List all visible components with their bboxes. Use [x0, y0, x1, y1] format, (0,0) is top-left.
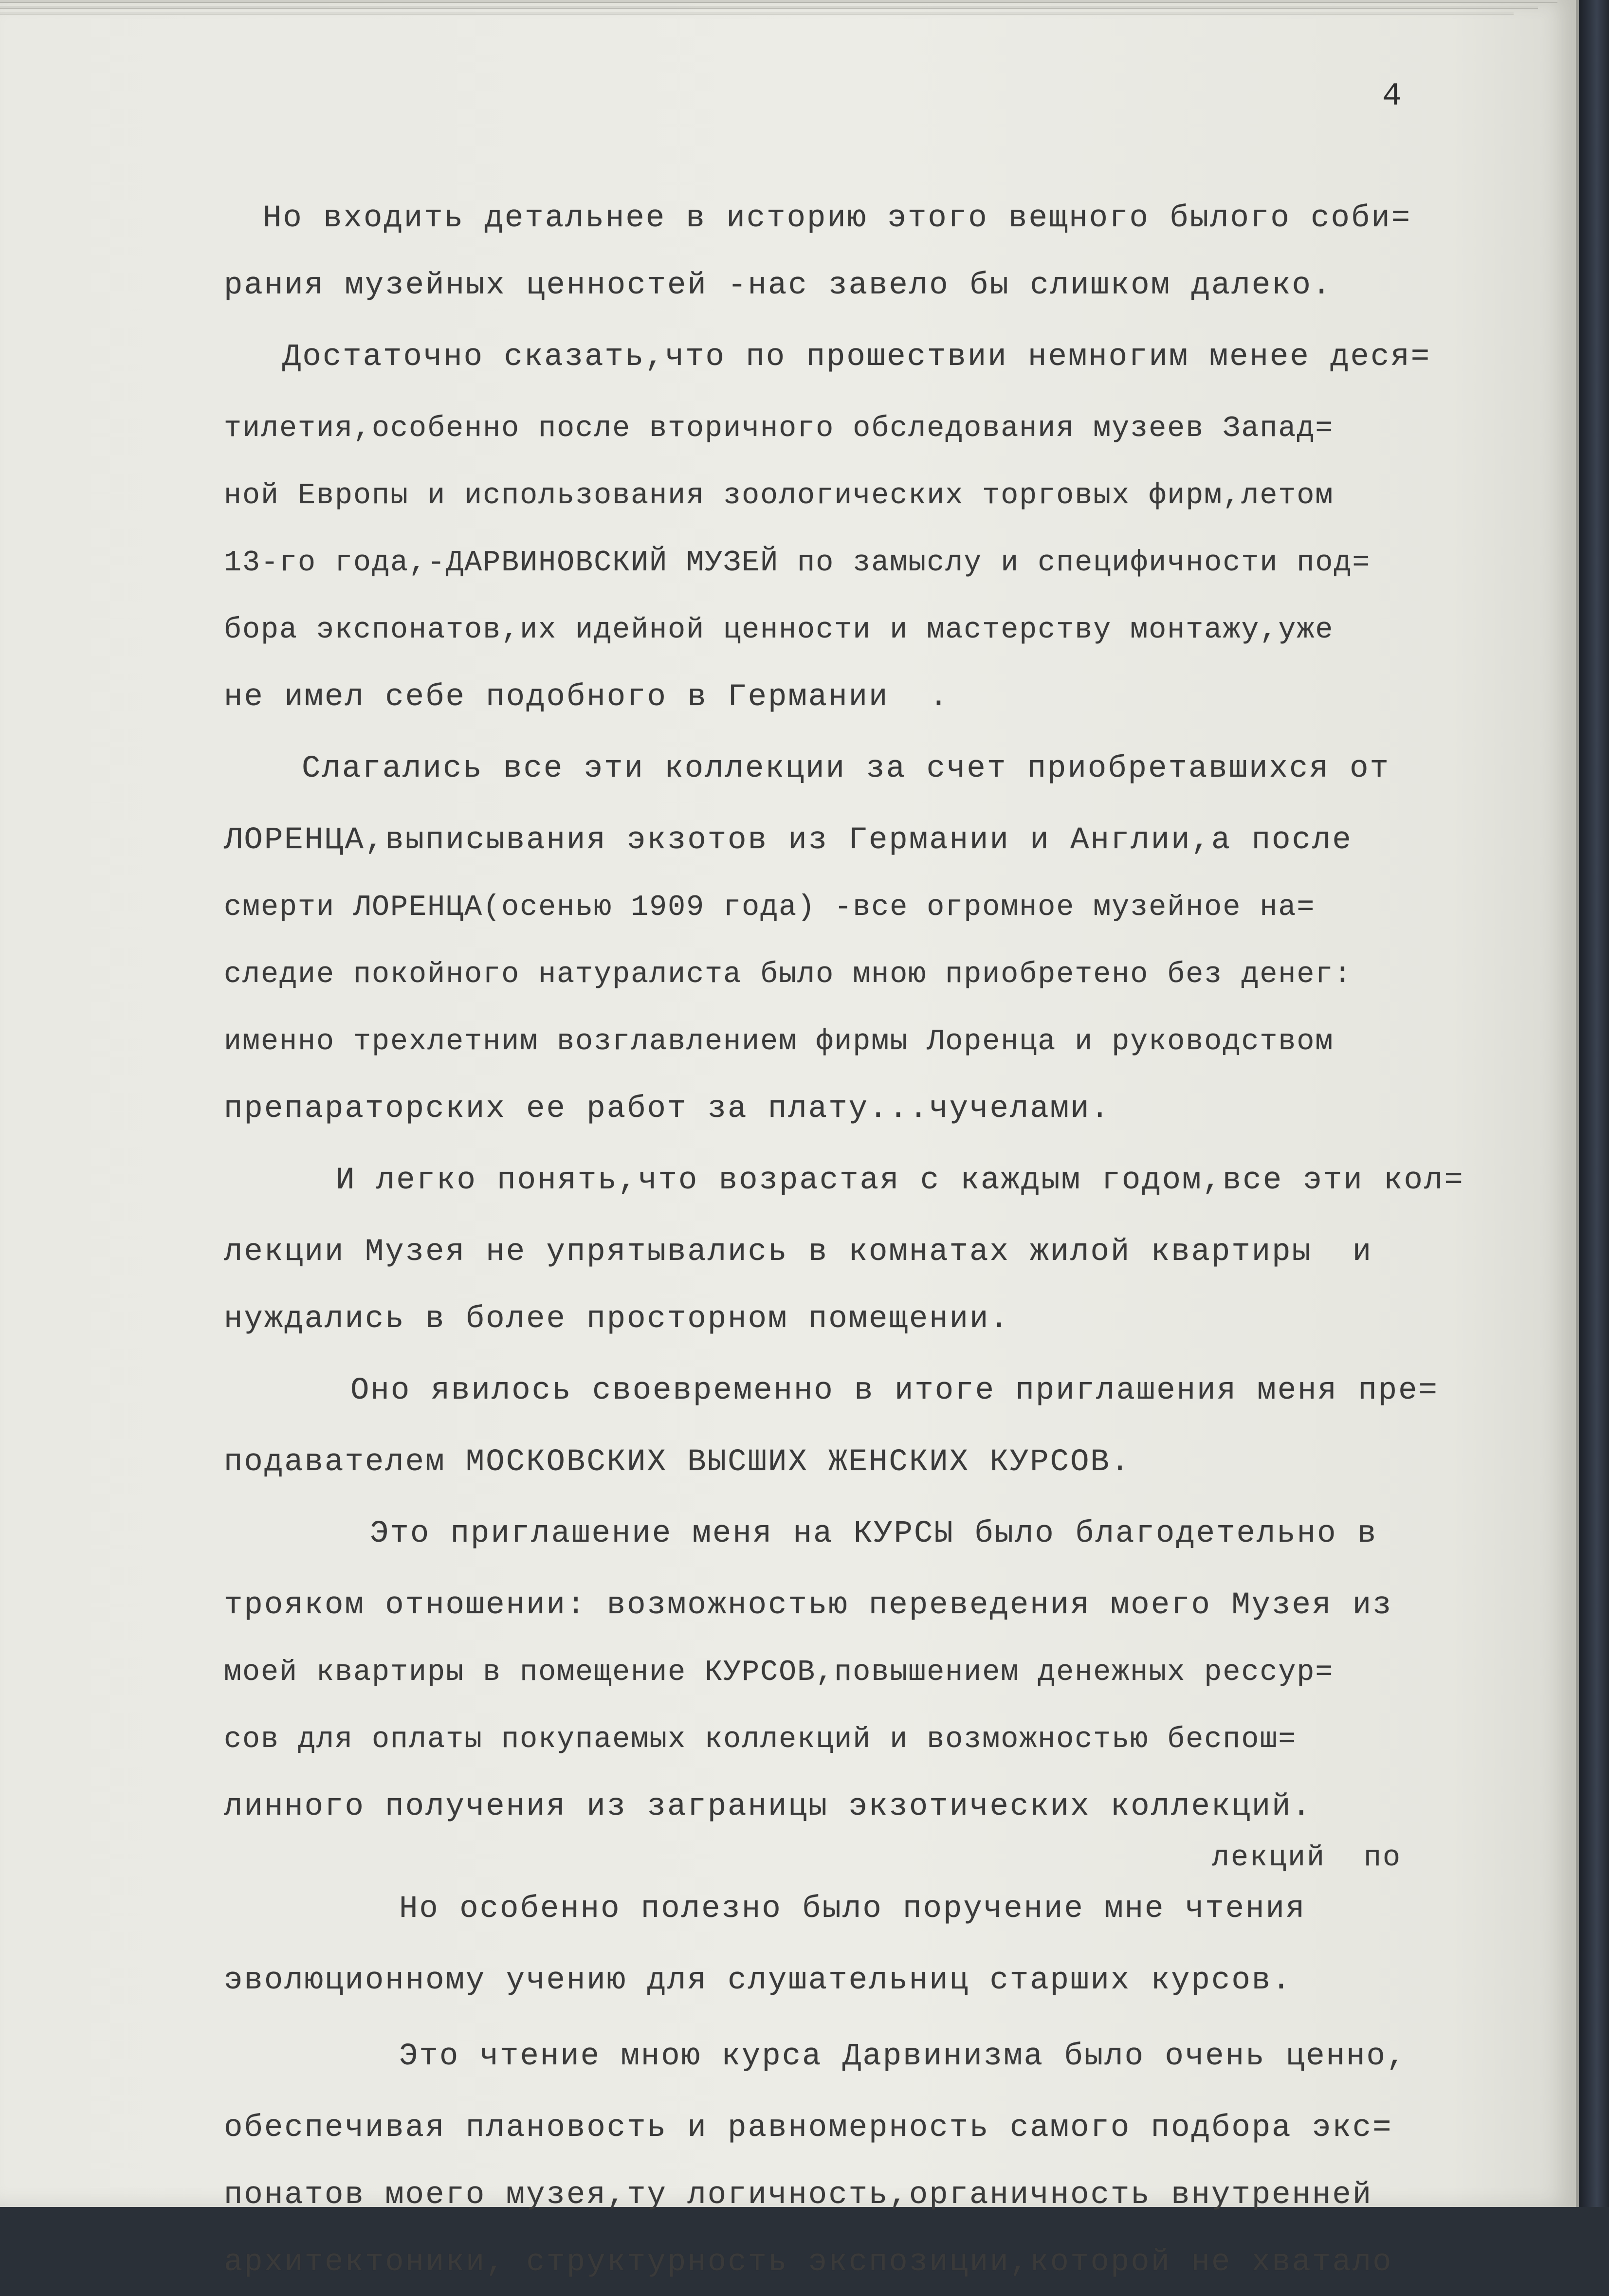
text-line: Но особенно полезно было поручение мне чтения — [399, 1892, 1306, 1927]
text-line: ной Европы и использования зоологических торговых фирм,летом — [224, 479, 1334, 512]
page-number: 4 — [1382, 78, 1402, 114]
text-line: линного получения из заграницы экзотических коллекций. — [224, 1789, 1312, 1824]
text-line: Но входить детальнее в историю этого вещного былого соби= — [263, 201, 1412, 236]
text-line: Это чтение мною курса Дарвинизма было очень ценно, — [399, 2039, 1407, 2074]
text-line-insertion: лекций по — [1212, 1841, 1402, 1875]
text-line: нуждались в более просторном помещении. — [224, 1302, 1010, 1337]
text-line: смерти ЛОРЕНЦА(осенью 1909 года) -все огромное музейное на= — [224, 891, 1316, 924]
text-line: тилетия,особенно после вторичного обследования музеев Запад= — [224, 412, 1334, 445]
text-line: именно трехлетним возглавлением фирмы Лоренца и руководством — [224, 1025, 1334, 1058]
text-line: Оно явилось своевременно в итоге приглашения меня пре= — [350, 1373, 1439, 1408]
text-line: трояком отношении: возможностью переведения моего Музея из — [224, 1588, 1393, 1623]
text-line: Слагались все эти коллекции за счет приобретавшихся от — [302, 751, 1390, 786]
text-line: И легко понять,что возрастая с каждым годом,все эти кол= — [336, 1163, 1464, 1198]
text-line: эволюционному учению для слушательниц старших курсов. — [224, 1963, 1292, 1998]
text-line: рания музейных ценностей -нас завело бы слишком далеко. — [224, 268, 1333, 303]
text-line: понатов моего музея,ту логичность,органичность внутренней — [224, 2178, 1373, 2213]
text-line: Достаточно сказать,что по прошествии немногим менее деся= — [282, 340, 1431, 375]
page-edge — [0, 0, 1557, 3]
text-line: сов для оплаты покупаемых коллекций и возможностью беспош= — [224, 1723, 1297, 1756]
text-line: Это приглашение меня на КУРСЫ было благодетельно в — [370, 1516, 1378, 1551]
page-edge — [0, 6, 1538, 9]
text-line: не имел себе подобного в Германии . — [224, 680, 950, 715]
text-line: препараторских ее работ за плату...чучелами. — [224, 1092, 1111, 1127]
text-line: архитектоники, структурность экспозиции,которой не хватало — [224, 2245, 1393, 2280]
body-text — [224, 185, 1548, 2296]
text-line: 13-го года,-ДАРВИНОВСКИЙ МУЗЕЙ по замыслу и специфичности под= — [224, 547, 1371, 580]
text-line: лекции Музея не упрятывались в комнатах жилой квартиры и — [224, 1235, 1373, 1270]
text-line: ЛОРЕНЦА,выписывания экзотов из Германии и Англии,а после — [224, 823, 1353, 858]
page-edge — [0, 12, 1514, 15]
text-line: следие покойного натуралиста было мною приобретено без денег: — [224, 958, 1353, 991]
text-line: обеспечивая плановость и равномерность самого подбора экс= — [224, 2111, 1393, 2146]
text-line: бора экспонатов,их идейной ценности и мастерству монтажу,уже — [224, 614, 1334, 647]
text-line: моей квартиры в помещение КУРСОВ,повышением денежных рессур= — [224, 1656, 1334, 1689]
binding-spine — [1579, 0, 1609, 2207]
text-line: подавателем МОСКОВСКИХ ВЫСШИХ ЖЕНСКИХ КУРСОВ. — [224, 1445, 1131, 1480]
